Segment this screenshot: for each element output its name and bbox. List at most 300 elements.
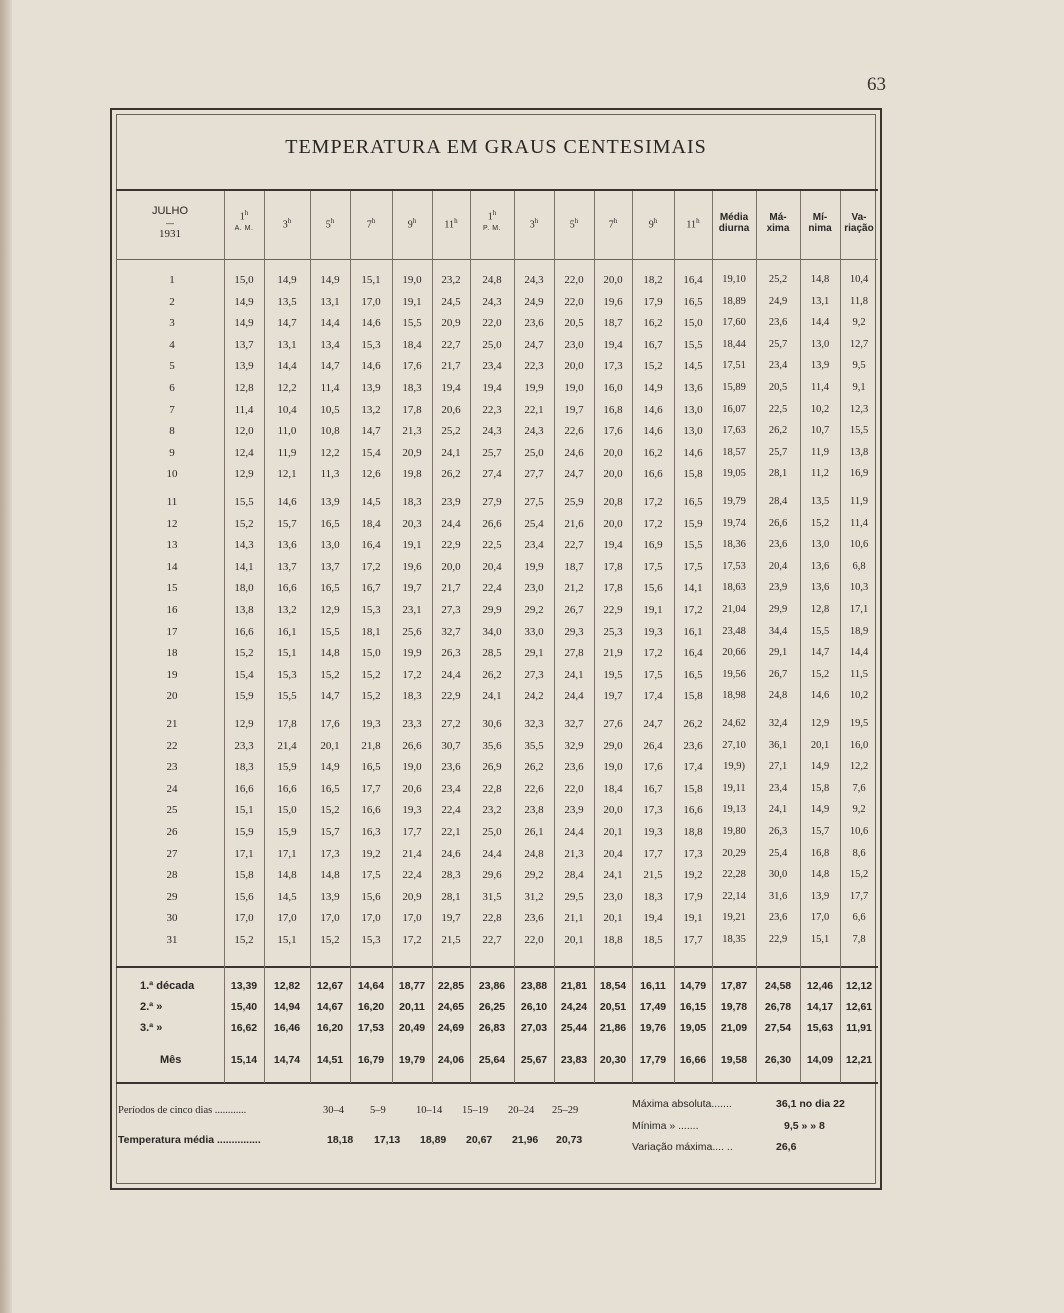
- table-cell: 13,6: [810, 560, 830, 572]
- pm-label: P. M.: [483, 224, 501, 232]
- table-cell: 15,5: [320, 625, 340, 638]
- summary-cell: 14,17: [806, 1001, 834, 1013]
- day-number: 9: [169, 446, 175, 459]
- table-cell: 15,0: [234, 274, 254, 286]
- table-cell: 14,4: [277, 360, 297, 373]
- table-cell: 18,3: [234, 761, 254, 774]
- period-temperature: 18,18: [327, 1134, 354, 1146]
- table-cell: 15,5: [402, 317, 422, 330]
- table-cell: 36,1: [768, 739, 788, 751]
- table-cell: 22,4: [482, 582, 502, 595]
- page-number: 63: [867, 74, 886, 95]
- table-cell: 17,2: [361, 560, 381, 573]
- table-cell: 16,2: [643, 317, 663, 330]
- table-cell: 17,6: [643, 761, 663, 774]
- table-cell: 18,7: [564, 560, 584, 573]
- table-cell: 13,5: [277, 295, 297, 308]
- table-cell: 18,7: [603, 317, 623, 330]
- table-cell: 18,98: [722, 690, 746, 702]
- hour-value: 1: [239, 211, 245, 223]
- summary-cell: 24,58: [764, 980, 792, 992]
- table-cell: 13,2: [361, 403, 381, 416]
- table-cell: 29,2: [524, 604, 544, 616]
- table-cell: 14,8: [320, 647, 340, 660]
- table-cell: 12,1: [277, 468, 297, 481]
- table-cell: 18,0: [234, 582, 254, 595]
- table-cell: 29,6: [482, 869, 502, 882]
- table-cell: 13,1: [810, 295, 830, 307]
- table-cell: 19,3: [361, 718, 381, 730]
- table-cell: 9,2: [852, 317, 866, 329]
- table-cell: 10,2: [810, 403, 830, 415]
- table-cell: 26,3: [441, 647, 461, 660]
- table-cell: 23,0: [524, 582, 544, 595]
- day-number: 21: [166, 718, 178, 730]
- day-number: 6: [169, 382, 175, 394]
- hour-value: 7: [608, 219, 614, 231]
- table-cell: 16,5: [320, 517, 340, 530]
- summary-cell: 26,83: [478, 1022, 506, 1034]
- table-cell: 18,4: [361, 517, 381, 530]
- table-cell: 11,9: [811, 446, 829, 458]
- hour-suffix: h: [492, 209, 497, 217]
- summary-cell: 15,63: [806, 1022, 834, 1034]
- summary-cell: 23,86: [478, 980, 506, 992]
- summary-cell: 17,53: [357, 1022, 385, 1034]
- table-cell: 20,0: [603, 446, 623, 459]
- table-cell: 19,79: [722, 496, 746, 507]
- table-cell: 22,5: [482, 539, 502, 552]
- table-cell: 26,9: [482, 761, 502, 774]
- table-cell: 22,1: [524, 403, 544, 416]
- table-cell: 10,4: [277, 403, 297, 416]
- table-cell: 18,8: [683, 826, 703, 838]
- table-cell: 14,6: [643, 403, 663, 416]
- summary-cell: 17,87: [720, 980, 748, 992]
- summary-cell: 12,21: [845, 1054, 873, 1066]
- page-edge-shadow: [0, 0, 12, 1313]
- table-cell: 14,8: [277, 869, 297, 882]
- header-hour-5: [392, 218, 432, 231]
- table-cell: 17,7: [643, 847, 663, 860]
- table-cell: 14,5: [277, 890, 297, 903]
- table-cell: 24,4: [564, 826, 584, 838]
- summary-cell: 19,78: [720, 1001, 748, 1013]
- header-maxima-line2: xima: [766, 222, 790, 234]
- table-cell: 24,9: [524, 295, 544, 308]
- table-cell: 23,4: [482, 360, 502, 373]
- table-cell: 31,6: [768, 890, 788, 902]
- table-cell: 15,9: [277, 761, 297, 774]
- table-cell: 14,9: [234, 317, 254, 330]
- summary-cell: 22,85: [437, 980, 465, 992]
- table-cell: 15,7: [320, 826, 340, 838]
- temperature-label: Temperatura média ...............: [118, 1134, 261, 1146]
- table-cell: 13,0: [683, 403, 703, 416]
- summary-cell: 19,05: [679, 1022, 707, 1034]
- table-cell: 15,8: [683, 782, 703, 795]
- table-cell: 17,8: [603, 560, 623, 573]
- table-cell: 24,8: [768, 690, 788, 702]
- table-cell: 17,0: [234, 912, 254, 925]
- summary-cell: 17,49: [639, 1001, 667, 1013]
- table-cell: 18,9: [849, 625, 869, 637]
- day-number: 15: [166, 582, 178, 595]
- table-cell: 24,4: [441, 668, 461, 681]
- table-cell: 20,5: [768, 382, 788, 393]
- table-cell: 17,3: [643, 804, 663, 817]
- summary-cell: 23,88: [520, 980, 548, 992]
- table-cell: 17,8: [277, 718, 297, 730]
- table-cell: 19,5: [603, 668, 623, 681]
- table-cell: 23,9: [441, 496, 461, 508]
- table-cell: 19,8: [402, 468, 422, 481]
- table-cell: 13,6: [277, 539, 297, 552]
- summary-cell: 16,79: [357, 1054, 385, 1066]
- table-cell: 16,6: [683, 804, 703, 817]
- table-cell: 12,7: [849, 338, 869, 350]
- table-cell: 15,1: [234, 804, 254, 817]
- day-number: 16: [166, 604, 178, 616]
- table-cell: 24,62: [722, 718, 746, 729]
- table-cell: 12,8: [810, 604, 830, 615]
- header-hour-10: [594, 218, 632, 231]
- table-cell: 12,4: [234, 446, 254, 459]
- table-cell: 22,7: [482, 934, 502, 946]
- table-cell: 21,3: [402, 425, 422, 438]
- table-cell: 17,0: [277, 912, 297, 925]
- table-cell: 25,7: [768, 338, 788, 350]
- table-cell: 16,4: [683, 274, 703, 286]
- summary-label: 1.ª década: [140, 980, 195, 992]
- table-cell: 14,8: [810, 869, 830, 881]
- table-cell: 27,6: [603, 718, 623, 730]
- day-number: 7: [169, 403, 175, 416]
- day-number: 2: [169, 295, 175, 308]
- table-cell: 18,5: [643, 934, 663, 946]
- summary-cell: 16,62: [230, 1022, 258, 1034]
- table-cell: 17,5: [683, 560, 703, 573]
- table-cell: 13,0: [683, 425, 703, 438]
- table-cell: 20,8: [603, 496, 623, 508]
- table-cell: 19,1: [402, 295, 422, 308]
- hour-value: 9: [648, 219, 654, 231]
- table-cell: 13,0: [810, 539, 830, 551]
- table-cell: 16,7: [361, 582, 381, 595]
- table-cell: 30,0: [768, 869, 788, 881]
- table-cell: 23,9: [768, 582, 788, 594]
- table-cell: 17,8: [603, 582, 623, 595]
- table-cell: 15,9: [234, 826, 254, 838]
- hour-value: 7: [366, 219, 372, 231]
- table-cell: 16,1: [277, 625, 297, 638]
- table-cell: 23,6: [524, 317, 544, 330]
- day-number: 23: [166, 761, 178, 774]
- summary-cell: 19,79: [398, 1054, 426, 1066]
- table-cell: 20,1: [603, 912, 623, 925]
- table-cell: 22,28: [722, 869, 746, 881]
- table-cell: 19,7: [564, 403, 584, 416]
- table-cell: 15,2: [810, 668, 830, 680]
- hour-suffix: h: [653, 217, 658, 225]
- table-cell: 20,3: [402, 517, 422, 530]
- table-cell: 24,4: [441, 517, 461, 530]
- table-cell: 17,0: [361, 295, 381, 308]
- table-cell: 11,9: [277, 446, 297, 459]
- table-cell: 26,6: [768, 517, 788, 529]
- table-cell: 33,0: [524, 625, 544, 638]
- table-cell: 15,7: [277, 517, 297, 530]
- table-cell: 8,6: [852, 847, 866, 859]
- table-cell: 23,6: [564, 761, 584, 774]
- table-cell: 21,4: [277, 739, 297, 752]
- periods-label: Períodos de cinco dias ............: [118, 1105, 247, 1116]
- table-cell: 25,7: [482, 446, 502, 459]
- table-cell: 19,6: [603, 295, 623, 308]
- table-cell: 12,9: [320, 604, 340, 616]
- table-cell: 20,4: [603, 847, 623, 860]
- table-cell: 28,3: [441, 869, 461, 882]
- table-cell: 18,4: [402, 338, 422, 351]
- table-cell: 24,2: [524, 690, 544, 703]
- table-cell: 24,8: [482, 274, 502, 286]
- table-cell: 15,6: [643, 582, 663, 595]
- table-cell: 21,8: [361, 739, 381, 752]
- table-cell: 22,1: [441, 826, 461, 838]
- period-range: 5–9: [370, 1105, 386, 1116]
- table-cell: 17,2: [643, 647, 663, 660]
- table-cell: 22,3: [524, 360, 544, 373]
- table-cell: 27,1: [768, 761, 788, 773]
- table-cell: 13,9: [361, 382, 381, 394]
- table-cell: 15,2: [810, 517, 830, 529]
- header-media-diurna-line2: diurna: [718, 222, 750, 234]
- period-temperature: 20,67: [466, 1134, 493, 1146]
- am-label: A. M.: [234, 224, 254, 232]
- table-cell: 19,0: [402, 274, 422, 286]
- table-cell: 6,6: [852, 912, 866, 924]
- table-cell: 21,7: [441, 582, 461, 595]
- hour-value: 9: [407, 219, 413, 231]
- table-cell: 21,5: [643, 869, 663, 882]
- table-cell: 11,0: [277, 425, 297, 438]
- table-cell: 17,9: [683, 890, 703, 903]
- header-hour-4: [350, 218, 392, 231]
- table-cell: 15,1: [277, 934, 297, 946]
- table-cell: 18,63: [722, 582, 746, 594]
- period-range: 25–29: [552, 1105, 579, 1116]
- summary-cell: 14,67: [316, 1001, 344, 1013]
- table-cell: 17,9: [643, 295, 663, 308]
- summary-cell: 14,74: [273, 1054, 301, 1066]
- table-cell: 15,2: [234, 517, 254, 530]
- hour-suffix: h: [696, 217, 700, 225]
- table-cell: 26,2: [441, 468, 461, 481]
- table-cell: 18,36: [722, 539, 746, 551]
- day-number: 22: [166, 739, 178, 752]
- day-number: 8: [169, 425, 175, 438]
- table-cell: 18,2: [643, 274, 663, 286]
- table-cell: 12,9: [810, 718, 830, 729]
- table-cell: 24,1: [482, 690, 502, 703]
- max-abs-label: Máxima absoluta.......: [632, 1098, 732, 1110]
- day-number: 18: [166, 647, 178, 660]
- header-hour-9: [554, 218, 594, 231]
- table-cell: 16,6: [643, 468, 663, 481]
- table-cell: 23,6: [441, 761, 461, 774]
- table-cell: 13,6: [810, 582, 830, 594]
- table-cell: 13,0: [320, 539, 340, 552]
- table-cell: 16,5: [320, 782, 340, 795]
- table-cell: 21,9: [603, 647, 623, 660]
- table-cell: 17,2: [643, 496, 663, 508]
- table-cell: 20,0: [441, 560, 461, 573]
- table-cell: 13,2: [277, 604, 297, 616]
- table-cell: 23,6: [768, 317, 788, 329]
- table-cell: 12,3: [849, 403, 869, 415]
- day-number: 11: [166, 496, 178, 508]
- table-cell: 14,4: [849, 647, 869, 659]
- table-cell: 24,7: [564, 468, 584, 481]
- table-cell: 15,2: [361, 690, 381, 703]
- table-cell: 23,6: [768, 539, 788, 551]
- table-cell: 23,6: [768, 912, 788, 924]
- table-cell: 11,9: [850, 496, 868, 507]
- table-cell: 15,9: [234, 690, 254, 703]
- table-cell: 22,0: [564, 274, 584, 286]
- table-cell: 7,6: [852, 782, 866, 794]
- table-cell: 18,3: [402, 496, 422, 508]
- table-cell: 18,8: [603, 934, 623, 946]
- table-cell: 21,3: [564, 847, 584, 860]
- table-cell: 22,9: [441, 690, 461, 703]
- table-cell: 26,4: [643, 739, 663, 752]
- table-cell: 15,6: [361, 890, 381, 903]
- table-cell: 19,4: [441, 382, 461, 394]
- summary-cell: 21,81: [560, 980, 588, 992]
- table-cell: 19,4: [643, 912, 663, 925]
- table-cell: 15,3: [361, 934, 381, 946]
- table-cell: 13,5: [810, 496, 830, 507]
- table-cell: 19,21: [722, 912, 746, 924]
- day-number: 28: [166, 869, 178, 882]
- table-cell: 11,5: [850, 668, 868, 680]
- table-cell: 16,6: [234, 625, 254, 638]
- table-cell: 27,8: [564, 647, 584, 660]
- table-cell: 20,29: [722, 847, 746, 859]
- table-cell: 17,2: [402, 668, 422, 681]
- table-cell: 21,6: [564, 517, 584, 530]
- table-cell: 17,2: [402, 934, 422, 946]
- table-cell: 17,51: [722, 360, 746, 372]
- table-cell: 15,8: [810, 782, 830, 794]
- day-number: 19: [166, 668, 178, 681]
- table-cell: 6,8: [852, 560, 866, 572]
- table-cell: 31,5: [482, 890, 502, 903]
- table-cell: 14,6: [361, 317, 381, 330]
- table-cell: 15,3: [277, 668, 297, 681]
- table-cell: 19,4: [482, 382, 502, 394]
- table-cell: 10,6: [849, 539, 869, 551]
- table-cell: 22,0: [524, 934, 544, 946]
- table-cell: 23,4: [768, 782, 788, 794]
- table-cell: 23,9: [564, 804, 584, 817]
- table-cell: 19,5: [849, 718, 869, 729]
- table-cell: 13,8: [234, 604, 254, 616]
- table-cell: 19,74: [722, 517, 746, 529]
- summary-cell: 14,79: [679, 980, 707, 992]
- table-cell: 18,44: [722, 338, 746, 350]
- table-cell: 16,2: [643, 446, 663, 459]
- table-cell: 13,9: [234, 360, 254, 373]
- table-cell: 20,0: [603, 804, 623, 817]
- table-cell: 17,3: [320, 847, 340, 860]
- table-cell: 17,6: [402, 360, 422, 373]
- table-cell: 20,0: [603, 274, 623, 286]
- table-cell: 15,8: [683, 468, 703, 481]
- hour-value: 3: [282, 219, 288, 231]
- table-cell: 15,4: [361, 446, 381, 459]
- header-media-diurna-line1: Média: [719, 212, 749, 223]
- table-cell: 17,1: [277, 847, 297, 860]
- table-cell: 14,6: [683, 446, 703, 459]
- table-cell: 14,9: [643, 382, 663, 394]
- table-cell: 28,1: [441, 890, 461, 903]
- table-cell: 20,9: [441, 317, 461, 330]
- table-cell: 19,9: [402, 647, 422, 660]
- table-cell: 20,66: [722, 647, 746, 659]
- period-temperature: 18,89: [420, 1134, 447, 1146]
- summary-cell: 16,66: [679, 1054, 707, 1066]
- table-cell: 14,7: [277, 317, 297, 330]
- day-number: 1: [169, 274, 175, 286]
- day-number: 29: [166, 890, 178, 903]
- table-cell: 18,3: [402, 690, 422, 703]
- table-cell: 12,2: [849, 761, 869, 773]
- table-cell: 10,5: [320, 403, 340, 416]
- table-cell: 16,0: [849, 739, 869, 751]
- rule-under-title: [116, 189, 878, 191]
- table-cell: 17,3: [683, 847, 703, 860]
- table-cell: 7,8: [852, 934, 866, 945]
- day-number: 3: [169, 317, 175, 330]
- rule-under-header: [116, 259, 878, 260]
- summary-label: 2.ª »: [140, 1001, 163, 1013]
- table-cell: 19,1: [683, 912, 703, 925]
- table-cell: 11,2: [811, 468, 829, 480]
- summary-cell: 16,46: [273, 1022, 301, 1034]
- table-cell: 20,4: [482, 560, 502, 573]
- table-cell: 26,7: [768, 668, 788, 680]
- table-cell: 13,9: [810, 890, 830, 902]
- table-cell: 23,3: [234, 739, 254, 752]
- table-cell: 14,4: [320, 317, 340, 330]
- table-cell: 20,1: [564, 934, 584, 946]
- table-cell: 16,4: [683, 647, 703, 660]
- header-month: JULHO — 1931: [151, 205, 189, 241]
- table-cell: 31,2: [524, 890, 544, 903]
- table-cell: 20,1: [603, 826, 623, 838]
- table-cell: 25,0: [482, 826, 502, 838]
- table-cell: 11,4: [850, 517, 868, 529]
- table-cell: 19,0: [564, 382, 584, 394]
- table-cell: 26,6: [482, 517, 502, 530]
- table-cell: 18,3: [402, 382, 422, 394]
- table-cell: 28,4: [768, 496, 788, 507]
- table-cell: 17,60: [722, 317, 746, 329]
- hour-value: 5: [569, 219, 575, 231]
- table-cell: 9,2: [852, 804, 866, 816]
